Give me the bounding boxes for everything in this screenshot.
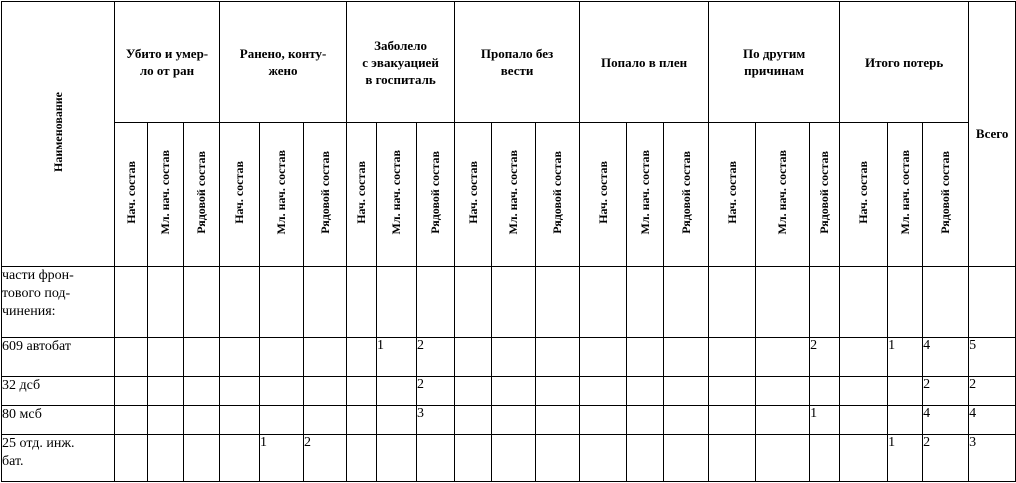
value-cell	[347, 337, 377, 376]
sub-column-header	[455, 123, 492, 267]
value-cell: 1	[810, 406, 840, 435]
value-cell	[536, 406, 580, 435]
value-cell	[888, 406, 923, 435]
value-cell: 2	[417, 377, 455, 406]
value-cell: 2	[810, 337, 840, 376]
value-cell	[840, 435, 888, 482]
row-total-cell: 5	[969, 337, 1016, 376]
sub-column-header	[810, 123, 840, 267]
value-cell	[664, 406, 709, 435]
value-cell	[580, 435, 627, 482]
sub-column-header-label: Нач. состав	[465, 160, 480, 224]
value-cell	[220, 406, 260, 435]
value-cell	[536, 337, 580, 376]
value-cell	[304, 406, 347, 435]
sub-column-header-label: Нач. состав	[232, 160, 247, 224]
value-cell	[756, 406, 810, 435]
value-cell	[709, 406, 756, 435]
row-total-cell: 2	[969, 377, 1016, 406]
value-cell	[492, 267, 536, 338]
row-name-cell: 25 отд. инж. бат.	[2, 435, 115, 482]
value-cell	[304, 337, 347, 376]
value-cell	[347, 406, 377, 435]
sub-column-header-label: Рядовой состав	[194, 150, 208, 234]
value-cell	[840, 267, 888, 338]
row-total-cell: 4	[969, 406, 1016, 435]
group-header	[709, 2, 840, 123]
sub-column-header-label: Нач. состав	[354, 160, 369, 224]
value-cell	[923, 267, 969, 338]
sub-column-header	[580, 123, 627, 267]
value-cell	[664, 377, 709, 406]
sub-column-header-label: Рядовой состав	[817, 150, 832, 234]
value-cell: 2	[923, 377, 969, 406]
value-cell	[184, 406, 220, 435]
value-cell	[627, 337, 664, 376]
value-cell	[536, 377, 580, 406]
sub-column-header	[347, 123, 377, 267]
value-cell	[148, 337, 184, 376]
row-name-cell: 32 дсб	[2, 377, 115, 406]
value-cell	[709, 435, 756, 482]
sub-column-header	[627, 123, 664, 267]
sub-column-header	[664, 123, 709, 267]
value-cell	[756, 435, 810, 482]
value-cell	[756, 377, 810, 406]
value-cell: 4	[923, 406, 969, 435]
value-cell	[888, 267, 923, 338]
sub-column-header	[923, 123, 969, 267]
value-cell	[377, 377, 417, 406]
value-cell	[377, 435, 417, 482]
sub-column-header	[536, 123, 580, 267]
value-cell	[115, 406, 148, 435]
sub-column-header	[888, 123, 923, 267]
value-cell	[220, 435, 260, 482]
value-cell	[260, 267, 304, 338]
sub-column-header	[709, 123, 756, 267]
value-cell	[627, 267, 664, 338]
total-column-header-label: Всего	[975, 126, 1009, 141]
value-cell	[220, 377, 260, 406]
value-cell	[260, 337, 304, 376]
value-cell	[304, 267, 347, 338]
value-cell	[148, 377, 184, 406]
table-row	[2, 337, 1016, 376]
sub-column-header	[756, 123, 810, 267]
value-cell	[840, 337, 888, 376]
value-cell	[115, 435, 148, 482]
value-cell	[888, 377, 923, 406]
sub-column-header	[184, 123, 220, 267]
value-cell	[115, 337, 148, 376]
sub-column-header	[840, 123, 888, 267]
sub-column-header-label: Рядовой состав	[428, 150, 443, 234]
value-cell	[756, 267, 810, 338]
value-cell	[492, 377, 536, 406]
value-cell	[455, 267, 492, 338]
group-header	[455, 2, 580, 123]
sub-column-header-label: Рядовой состав	[550, 150, 565, 234]
value-cell	[709, 377, 756, 406]
sub-column-header-label: Нач. состав	[724, 160, 739, 224]
value-cell	[840, 406, 888, 435]
group-header-label: По другим причинам	[742, 46, 806, 78]
sub-column-header	[377, 123, 417, 267]
group-header	[347, 2, 455, 123]
row-total-cell	[969, 267, 1016, 338]
losses-table	[1, 1, 1016, 482]
value-cell	[148, 406, 184, 435]
value-cell	[810, 435, 840, 482]
group-header-label: Итого потерь	[865, 54, 944, 70]
value-cell	[417, 267, 455, 338]
name-column-header	[2, 2, 115, 267]
group-header	[220, 2, 347, 123]
value-cell	[536, 435, 580, 482]
value-cell	[627, 435, 664, 482]
sub-column-header-label: Мл. нач. состав	[274, 149, 289, 235]
value-cell	[220, 337, 260, 376]
row-name-cell: 80 мсб	[2, 406, 115, 435]
value-cell	[347, 435, 377, 482]
sub-column-header	[417, 123, 455, 267]
value-cell: 1	[260, 435, 304, 482]
value-cell	[580, 267, 627, 338]
value-cell	[455, 406, 492, 435]
value-cell	[455, 377, 492, 406]
row-total-cell: 3	[969, 435, 1016, 482]
value-cell: 2	[417, 337, 455, 376]
value-cell	[184, 377, 220, 406]
value-cell	[664, 435, 709, 482]
table-row	[2, 435, 1016, 482]
value-cell: 1	[888, 337, 923, 376]
sub-header-row	[2, 123, 1016, 267]
sub-column-header-label: Мл. нач. состав	[506, 149, 521, 235]
group-header-label: Заболело с эвакуацией в госпиталь	[362, 37, 439, 87]
value-cell	[664, 267, 709, 338]
group-header	[115, 2, 220, 123]
sub-column-header-label: Мл. нач. состав	[775, 149, 790, 235]
sub-column-header-label: Мл. нач. состав	[158, 149, 172, 235]
table-body	[2, 267, 1016, 482]
group-header	[580, 2, 709, 123]
sub-column-header	[260, 123, 304, 267]
value-cell	[810, 267, 840, 338]
table-row	[2, 406, 1016, 435]
value-cell	[810, 377, 840, 406]
value-cell	[148, 435, 184, 482]
value-cell	[115, 377, 148, 406]
sub-column-header	[492, 123, 536, 267]
value-cell	[627, 406, 664, 435]
value-cell	[260, 377, 304, 406]
group-header-label: Убито и умер- ло от ран	[125, 46, 209, 78]
name-column-header-label: Наименование	[50, 91, 65, 172]
value-cell	[580, 337, 627, 376]
group-header-label: Пропало без вести	[480, 46, 554, 78]
sub-column-header-label: Мл. нач. состав	[897, 149, 912, 235]
sub-column-header-label: Рядовой состав	[938, 150, 953, 234]
value-cell	[664, 337, 709, 376]
value-cell	[115, 267, 148, 338]
total-column-header	[969, 2, 1016, 267]
value-cell	[536, 267, 580, 338]
row-name-cell: 609 автобат	[2, 337, 115, 376]
sub-column-header-label: Нач. состав	[595, 160, 610, 224]
value-cell	[709, 337, 756, 376]
value-cell	[492, 337, 536, 376]
table-row	[2, 377, 1016, 406]
value-cell	[455, 337, 492, 376]
sub-column-header	[148, 123, 184, 267]
value-cell	[148, 267, 184, 338]
value-cell	[756, 337, 810, 376]
value-cell: 2	[304, 435, 347, 482]
value-cell	[492, 406, 536, 435]
sub-column-header-label: Мл. нач. состав	[389, 149, 404, 235]
group-header-label: Попало в плен	[601, 54, 688, 70]
value-cell: 4	[923, 337, 969, 376]
value-cell	[840, 377, 888, 406]
value-cell: 3	[417, 406, 455, 435]
value-cell	[347, 267, 377, 338]
value-cell	[377, 406, 417, 435]
value-cell	[455, 435, 492, 482]
value-cell	[417, 435, 455, 482]
value-cell	[377, 267, 417, 338]
value-cell	[627, 377, 664, 406]
group-header-row	[2, 2, 1016, 123]
table-row	[2, 267, 1016, 338]
sub-column-header-label: Рядовой состав	[317, 150, 332, 234]
group-header	[840, 2, 969, 123]
sub-column-header-label: Нач. состав	[123, 160, 138, 224]
value-cell	[184, 435, 220, 482]
value-cell: 1	[377, 337, 417, 376]
value-cell	[304, 377, 347, 406]
sub-column-header	[220, 123, 260, 267]
value-cell	[347, 377, 377, 406]
sub-column-header-label: Нач. состав	[856, 160, 871, 224]
value-cell	[580, 377, 627, 406]
sub-column-header	[115, 123, 148, 267]
value-cell	[220, 267, 260, 338]
value-cell	[709, 267, 756, 338]
value-cell	[580, 406, 627, 435]
sub-column-header-label: Мл. нач. состав	[637, 149, 652, 235]
value-cell	[260, 406, 304, 435]
sub-column-header	[304, 123, 347, 267]
group-header-label: Ранено, конту- жено	[239, 46, 327, 78]
value-cell	[492, 435, 536, 482]
sub-column-header-label: Рядовой состав	[678, 150, 693, 234]
value-cell	[184, 267, 220, 338]
value-cell: 2	[923, 435, 969, 482]
value-cell	[184, 337, 220, 376]
value-cell: 1	[888, 435, 923, 482]
row-name-cell: части фрон- тового под- чинения:	[2, 267, 115, 338]
